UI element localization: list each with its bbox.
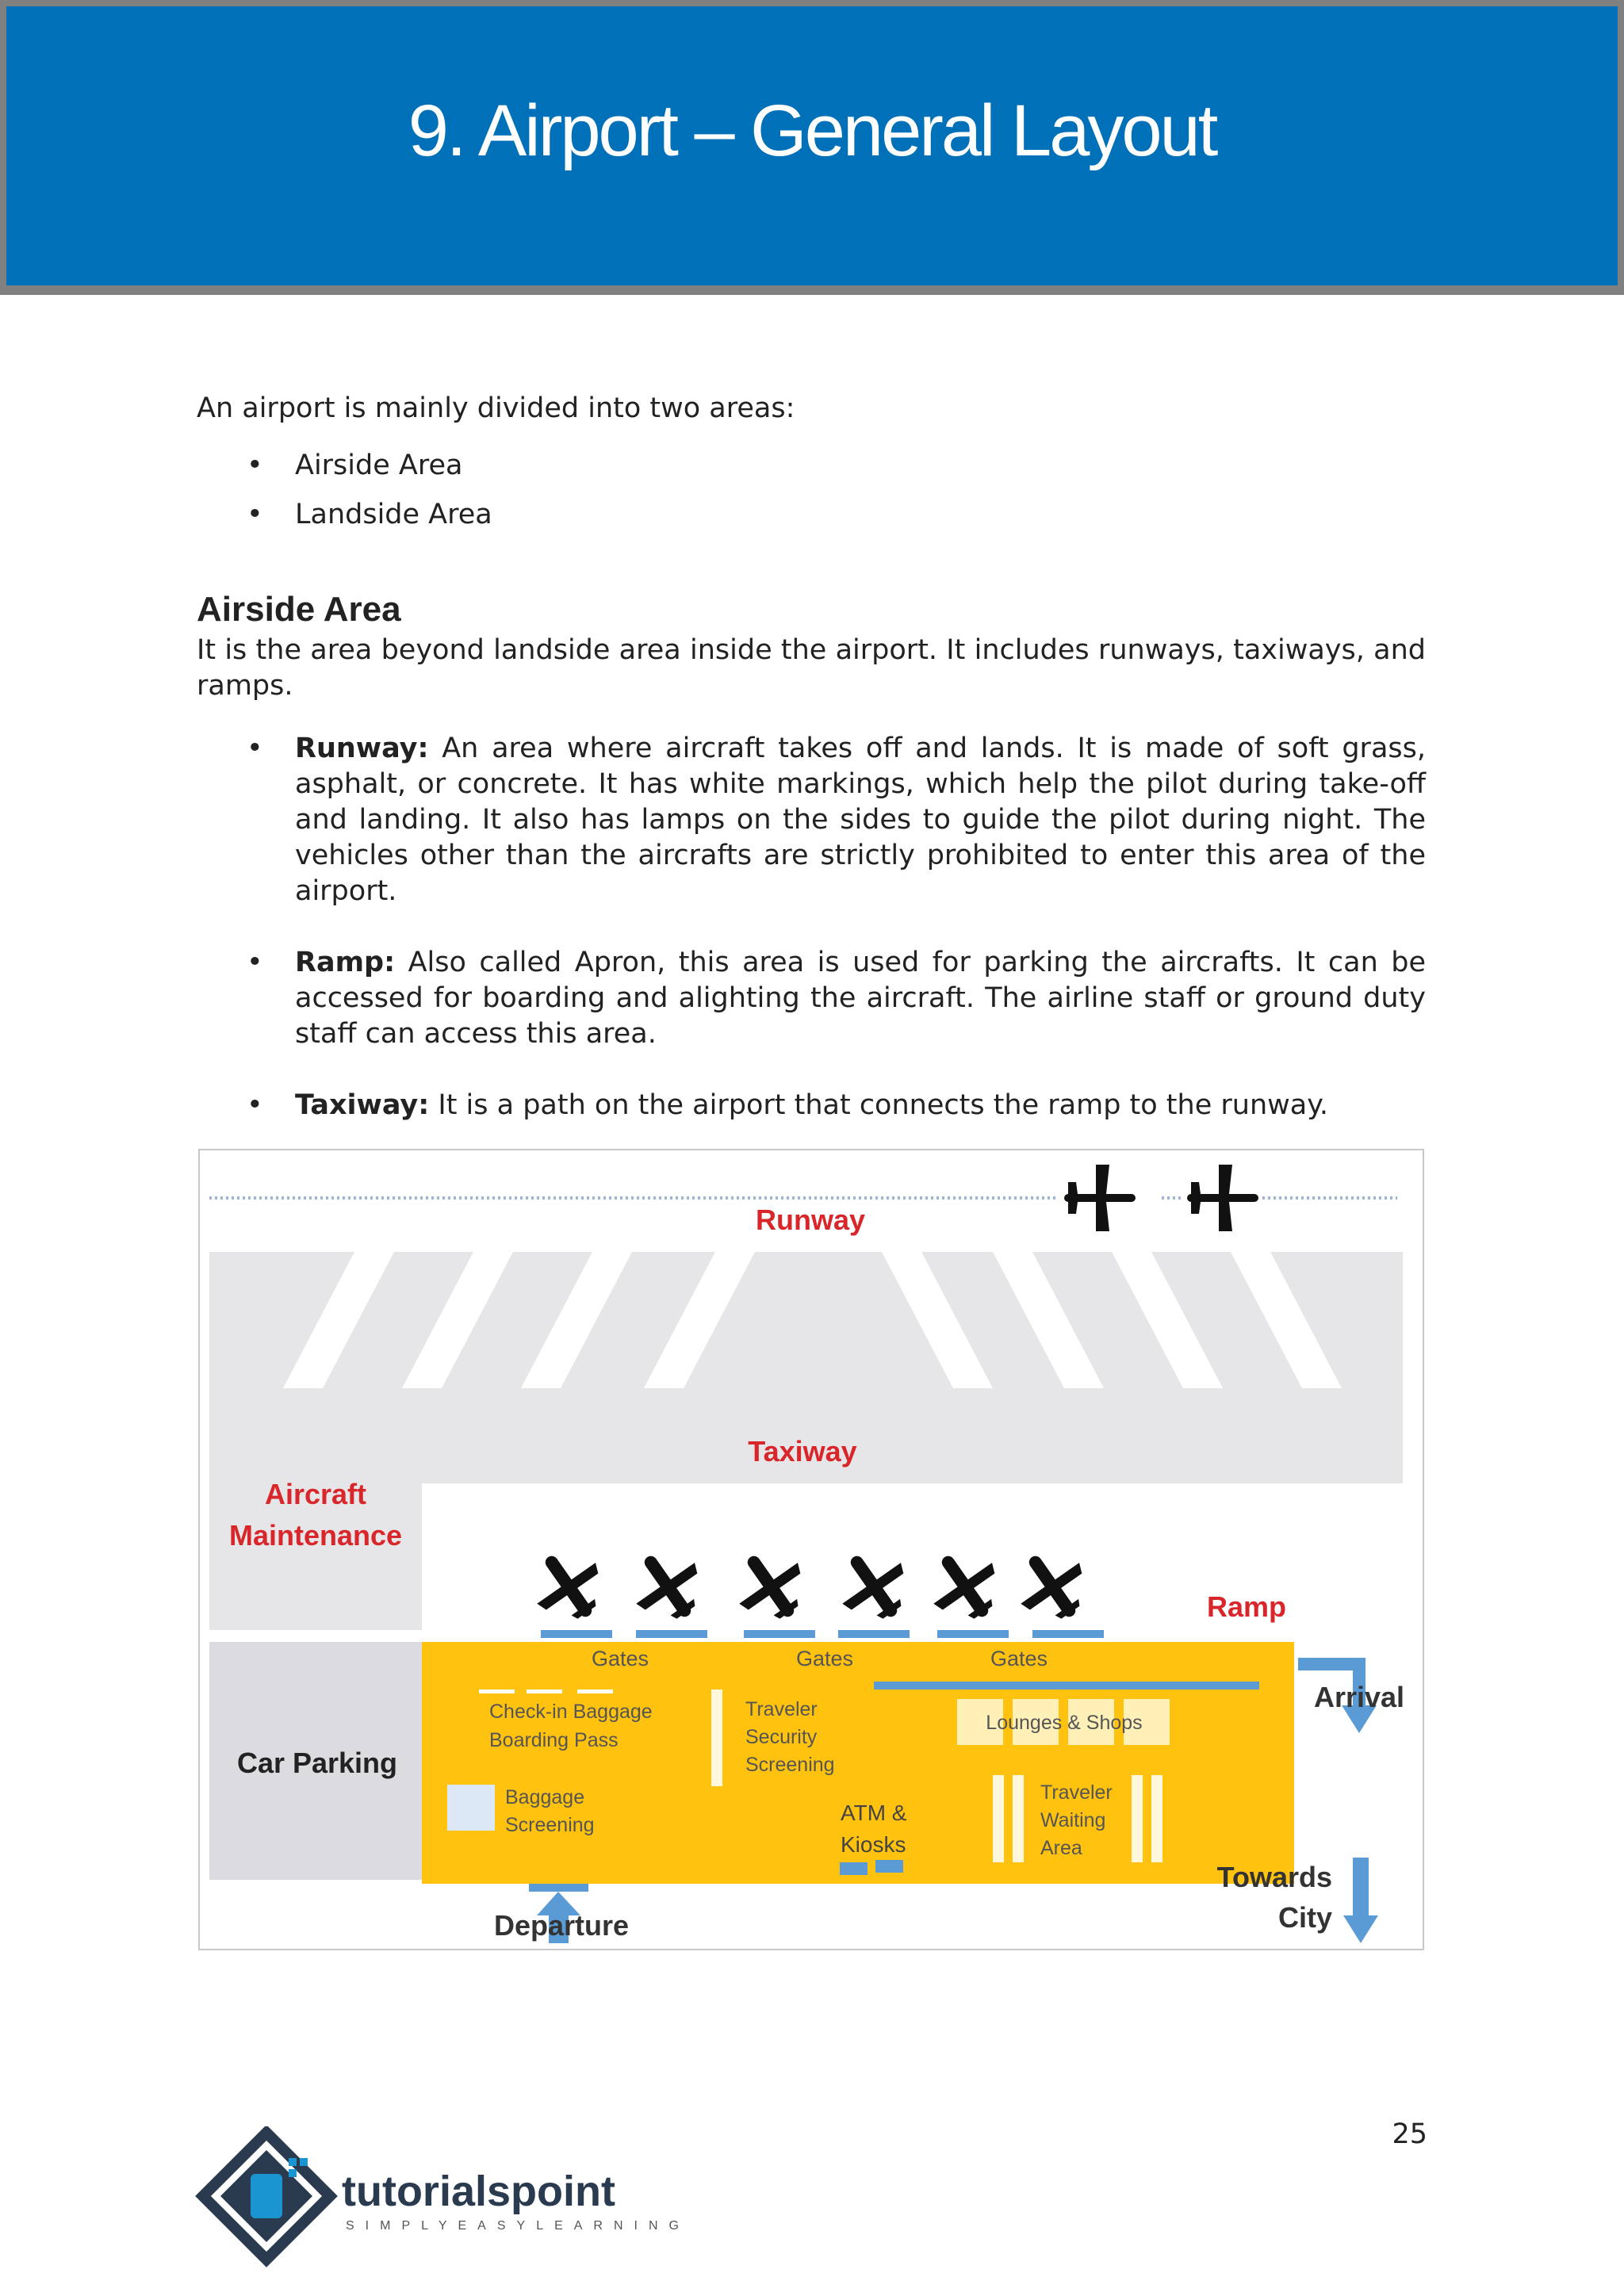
bullet-term: Taxiway: <box>295 1089 430 1121</box>
intro-item <box>197 448 1426 484</box>
logo-tagline: SIMPLYEASYLEARNING <box>346 2219 690 2233</box>
runway-bullet <box>197 731 1426 909</box>
departure-door <box>529 1884 588 1892</box>
plane-icon <box>1064 1165 1136 1231</box>
parked-planes <box>519 1536 1101 1636</box>
taxiway-bullet <box>197 1088 1426 1123</box>
bullet-icon: • <box>247 947 263 978</box>
seating-row <box>1151 1775 1162 1862</box>
baggage-screening-box <box>447 1785 495 1831</box>
seating-row <box>993 1775 1004 1862</box>
airside-list <box>197 731 1426 1123</box>
gates-label: Gates <box>795 1647 854 1670</box>
counter-mark <box>479 1689 515 1693</box>
airside-section <box>197 590 1426 704</box>
security-label: Traveler <box>745 1698 818 1720</box>
plane-icon <box>519 1536 618 1636</box>
logo-text: tutorialspoint <box>342 2168 615 2215</box>
baggage-label: Baggage <box>505 1786 585 1808</box>
waiting-label: Traveler <box>1040 1781 1113 1804</box>
section-heading: Airside Area <box>197 590 401 629</box>
plane-icon <box>824 1536 923 1636</box>
concourse-bar <box>874 1682 1259 1689</box>
plane-icon <box>1187 1165 1258 1231</box>
gates-label: Gates <box>990 1647 1048 1670</box>
city-arrow-shaft <box>1353 1858 1369 1921</box>
taxiway-label: Taxiway <box>748 1435 857 1468</box>
atm-label: ATM & <box>841 1800 907 1825</box>
airport-layout-svg <box>200 1150 1423 1949</box>
towards-label: City <box>1277 1901 1332 1934</box>
bullet-icon: • <box>247 450 263 481</box>
intro-item-label: Landside Area <box>295 499 492 530</box>
plane-icon <box>721 1536 820 1636</box>
towards-label: Towards <box>1216 1861 1332 1893</box>
ramp-label: Ramp <box>1206 1590 1287 1623</box>
bullet-text: It is a path on the airport that connects the ramp to the runway. <box>429 1089 1329 1121</box>
bullet-text: Also called Apron, this area is used for parking the aircrafts. It can be accessed for boarding and alighting the aircraft. The airline staff or ground duty staff can access this area. <box>295 947 1426 1050</box>
chapter-header <box>0 0 1624 295</box>
arrival-label: Arrival <box>1313 1681 1405 1713</box>
maintenance-label: Maintenance <box>228 1519 403 1552</box>
checkin-label: Boarding Pass <box>489 1729 619 1751</box>
kiosk-block <box>840 1862 868 1875</box>
runway-label: Runway <box>755 1203 866 1236</box>
page-number: 25 <box>1392 2118 1427 2150</box>
bullet-icon: • <box>247 499 263 530</box>
logo-book-icon <box>251 2174 282 2218</box>
seating-row <box>1132 1775 1143 1862</box>
intro-item-label: Airside Area <box>295 450 463 481</box>
car-parking-label: Car Parking <box>236 1747 398 1779</box>
security-label: Security <box>745 1726 818 1748</box>
logo-pixel <box>289 2169 297 2177</box>
logo-pixel <box>300 2158 308 2166</box>
bullet-icon: • <box>247 733 263 764</box>
chapter-title: 9. Airport – General Layout <box>408 90 1216 171</box>
seating-row <box>1013 1775 1024 1862</box>
intro-text: An airport is mainly divided into two areas: <box>197 392 795 424</box>
down-arrow-icon <box>1343 1915 1378 1943</box>
intro-list <box>197 448 1426 533</box>
counter-mark <box>527 1689 562 1693</box>
kiosk-block <box>875 1860 903 1873</box>
security-wall <box>711 1689 722 1786</box>
counter-mark <box>577 1689 613 1693</box>
bullet-icon: • <box>247 1089 263 1121</box>
baggage-label: Screening <box>505 1814 595 1836</box>
plane-icon <box>915 1536 1014 1636</box>
atm-label: Kiosks <box>841 1832 906 1857</box>
airport-layout-diagram <box>198 1149 1424 1950</box>
airside-bullets <box>197 731 1426 1123</box>
intro-item <box>197 497 1426 533</box>
intro-section <box>197 391 1426 533</box>
maintenance-label: Aircraft <box>264 1478 367 1510</box>
gates-label: Gates <box>591 1647 649 1670</box>
bullet-text: An area where aircraft takes off and lands. It is made of soft grass, asphalt, or concrete. It has white markings, which help the pilot during take-off and landing. It also has lamps on the sides to guide the pilot during night. The vehicles other than the aircrafts are strictly prohibited to enter this area of the airport. <box>295 733 1426 907</box>
plane-icon <box>618 1536 717 1636</box>
gate-bars <box>541 1630 1104 1638</box>
bullet-term: Ramp: <box>295 947 396 978</box>
bullet-term: Runway: <box>295 733 429 764</box>
plane-icon <box>1002 1536 1101 1636</box>
airside-text: It is the area beyond landside area inside the airport. It includes runways, taxiways, and ramps. <box>197 634 1426 702</box>
security-label: Screening <box>745 1754 835 1776</box>
checkin-label: Check-in Baggage <box>489 1701 653 1723</box>
logo-svg <box>195 2126 703 2277</box>
tutorialspoint-logo[interactable] <box>195 2126 703 2277</box>
logo-pixel <box>289 2158 297 2166</box>
waiting-label: Waiting <box>1040 1809 1106 1831</box>
departure-label: Departure <box>493 1909 630 1942</box>
ramp-bullet <box>197 945 1426 1052</box>
chapter-header-bar <box>6 6 1618 285</box>
waiting-label: Area <box>1040 1837 1082 1859</box>
lounges-label: Lounges & Shops <box>986 1712 1143 1734</box>
